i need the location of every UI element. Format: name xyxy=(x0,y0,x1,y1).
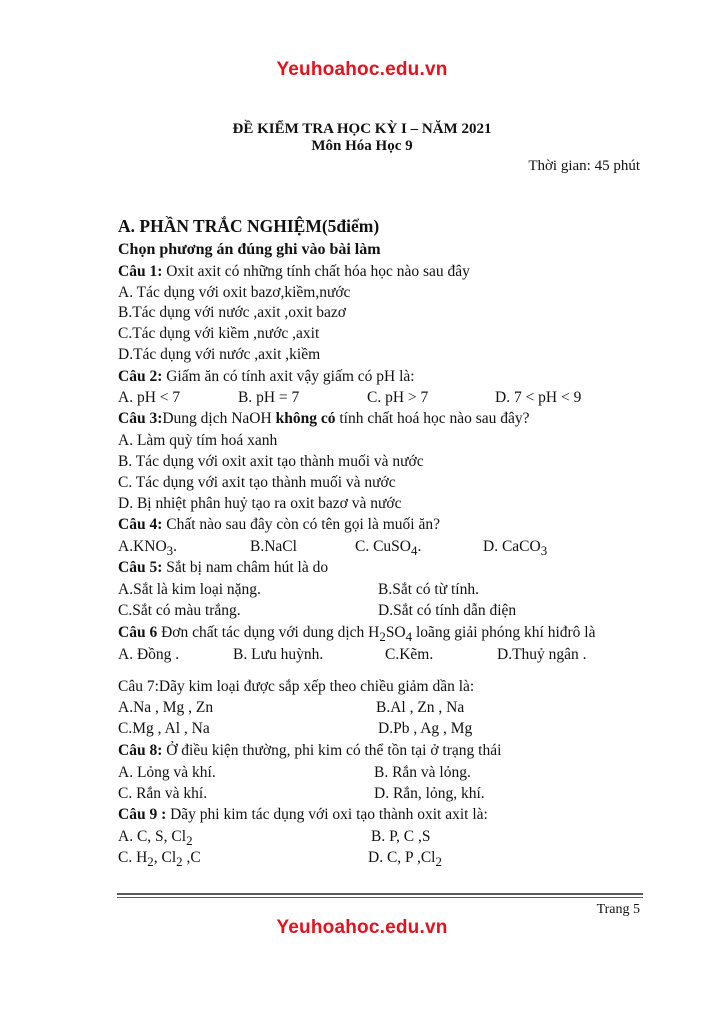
formula-subscript: 4 xyxy=(405,629,413,645)
q3-option-d: D. Bị nhiệt phân huỷ tạo ra oxit bazơ và nước xyxy=(118,495,402,512)
formula-text: A.KNO xyxy=(118,538,167,555)
q2-option-d: D. 7 < pH < 9 xyxy=(495,389,582,406)
q1-option-b: B.Tác dụng với nước ,axit ,oxit bazơ xyxy=(118,304,346,321)
exam-subject: Môn Hóa Học 9 xyxy=(311,138,413,154)
formula-subscript: 3 xyxy=(166,543,174,559)
q5-option-a: A.Sắt là kim loại nặng. xyxy=(118,581,261,598)
question-text-end: tính chất hoá học nào sau đây? xyxy=(335,410,530,427)
question-8 xyxy=(118,742,501,760)
formula-text: ,C xyxy=(182,849,201,866)
q9-option-d xyxy=(368,849,442,870)
q5-option-b: B.Sắt có từ tính. xyxy=(378,581,479,598)
formula-text: SO xyxy=(385,624,406,641)
q8-option-c: C. Rắn và khí. xyxy=(118,785,208,802)
question-7: Câu 7:Dãy kim loại được sắp xếp theo chiều giảm dần là: xyxy=(118,678,475,695)
formula-text: , Cl xyxy=(153,849,177,866)
question-1 xyxy=(118,263,470,281)
q5-option-d: D.Sắt có tính dẫn điện xyxy=(378,602,517,619)
question-5 xyxy=(118,559,328,577)
question-4 xyxy=(118,516,440,534)
q1-option-a: A. Tác dụng với oxit bazơ,kiềm,nước xyxy=(118,284,351,301)
question-number: Câu 6 xyxy=(118,624,158,641)
q6-option-d: D.Thuỷ ngân . xyxy=(497,646,587,663)
question-2 xyxy=(118,368,415,386)
formula-subscript: 2 xyxy=(147,854,154,870)
q3-option-b: B. Tác dụng với oxit axit tạo thành muối và nước xyxy=(118,453,424,470)
question-text: Oxit axit có những tính chất hóa học nào sau đây xyxy=(162,263,470,280)
formula-subscript: 3 xyxy=(540,543,548,559)
question-number: Câu 2: xyxy=(118,368,163,385)
q9-option-b: B. P, C ,S xyxy=(371,828,431,845)
question-text: Giấm ăn có tính axit vậy giấm có pH là: xyxy=(162,368,415,385)
formula-subscript: 2 xyxy=(379,629,386,645)
formula-subscript: 4 xyxy=(411,543,418,559)
exam-duration: Thời gian: 45 phút xyxy=(528,158,640,174)
footer-divider xyxy=(117,893,643,895)
question-emphasis: không có xyxy=(275,410,336,427)
q2-option-c: C. pH > 7 xyxy=(367,389,429,406)
q9-option-a xyxy=(118,828,193,849)
q6-option-b: B. Lưu huỳnh. xyxy=(233,646,324,663)
question-3 xyxy=(118,410,530,428)
question-text: Đơn chất tác dụng với dung dịch H xyxy=(157,624,380,641)
q7-option-a: A.Na , Mg , Zn xyxy=(118,699,214,716)
q1-option-c: C.Tác dụng với kiềm ,nước ,axit xyxy=(118,325,320,342)
q8-option-b: B. Rắn và lỏng. xyxy=(374,764,471,781)
site-watermark-top: Yeuhoahoc.edu.vn xyxy=(276,59,448,80)
section-title: A. PHẦN TRẮC NGHIỆM(5điểm) xyxy=(118,216,380,236)
formula-subscript: 2 xyxy=(186,833,193,849)
page-number: Trang 5 xyxy=(596,902,640,917)
formula-text: C. CuSO xyxy=(355,538,411,555)
question-text: Dãy phi kim tác dụng với oxi tạo thành oxit axit là: xyxy=(166,806,488,823)
q2-option-b: B. pH = 7 xyxy=(238,389,300,406)
question-number: Câu 8: xyxy=(118,742,163,759)
q6-option-a: A. Đồng . xyxy=(118,646,180,663)
question-number: Câu 9 : xyxy=(118,806,167,823)
question-number: Câu 5: xyxy=(118,559,163,576)
footer-divider-thin xyxy=(117,897,643,898)
formula-text: . xyxy=(173,538,177,555)
exam-title: ĐỀ KIỂM TRA HỌC KỲ I – NĂM 2021 xyxy=(232,121,492,137)
formula-subscript: 2 xyxy=(176,854,183,870)
formula-text: D. C, P ,Cl xyxy=(368,849,436,866)
q9-option-c xyxy=(118,849,201,870)
q2-option-a: A. pH < 7 xyxy=(118,389,181,406)
question-9 xyxy=(118,806,488,824)
question-text: Ở điều kiện thường, phi kim có thể tồn tại ở trạng thái xyxy=(162,742,502,759)
q3-option-c: C. Tác dụng với axit tạo thành muối và nước xyxy=(118,474,396,491)
q1-option-d: D.Tác dụng với nước ,axit ,kiềm xyxy=(118,346,321,363)
q4-option-c xyxy=(355,538,421,559)
q8-option-a: A. Lỏng và khí. xyxy=(118,764,216,781)
formula-text: A. C, S, Cl xyxy=(118,828,187,845)
q7-option-b: B.Al , Zn , Na xyxy=(376,699,465,716)
formula-text: D. CaCO xyxy=(483,538,541,555)
question-number: Câu 4: xyxy=(118,516,163,533)
q8-option-d: D. Rắn, lỏng, khí. xyxy=(374,785,485,802)
site-watermark-bottom: Yeuhoahoc.edu.vn xyxy=(276,917,448,938)
formula-text: . xyxy=(417,538,422,555)
q4-option-b: B.NaCl xyxy=(250,538,297,555)
q4-option-a xyxy=(118,538,177,559)
section-instruction: Chọn phương án đúng ghi vào bài làm xyxy=(118,241,381,258)
question-text: Sắt bị nam châm hút là do xyxy=(162,559,329,576)
question-text-end: loãng giải phóng khí hiđrô là xyxy=(412,624,596,641)
q3-option-a: A. Làm quỳ tím hoá xanh xyxy=(118,432,278,449)
formula-text: C. H xyxy=(118,849,148,866)
q6-option-c: C.Kẽm. xyxy=(385,646,434,663)
question-text: Dung dịch NaOH xyxy=(162,410,276,427)
question-number: Câu 1: xyxy=(118,263,163,280)
q4-option-d xyxy=(483,538,547,559)
question-6 xyxy=(118,624,595,645)
question-text: Chất nào sau đây còn có tên gọi là muối ăn? xyxy=(162,516,440,533)
q7-option-c: C.Mg , Al , Na xyxy=(118,720,210,737)
q7-option-d: D.Pb , Ag , Mg xyxy=(378,720,473,737)
q5-option-c: C.Sắt có màu trắng. xyxy=(118,602,241,619)
question-number: Câu 3: xyxy=(118,410,163,427)
formula-subscript: 2 xyxy=(435,854,442,870)
